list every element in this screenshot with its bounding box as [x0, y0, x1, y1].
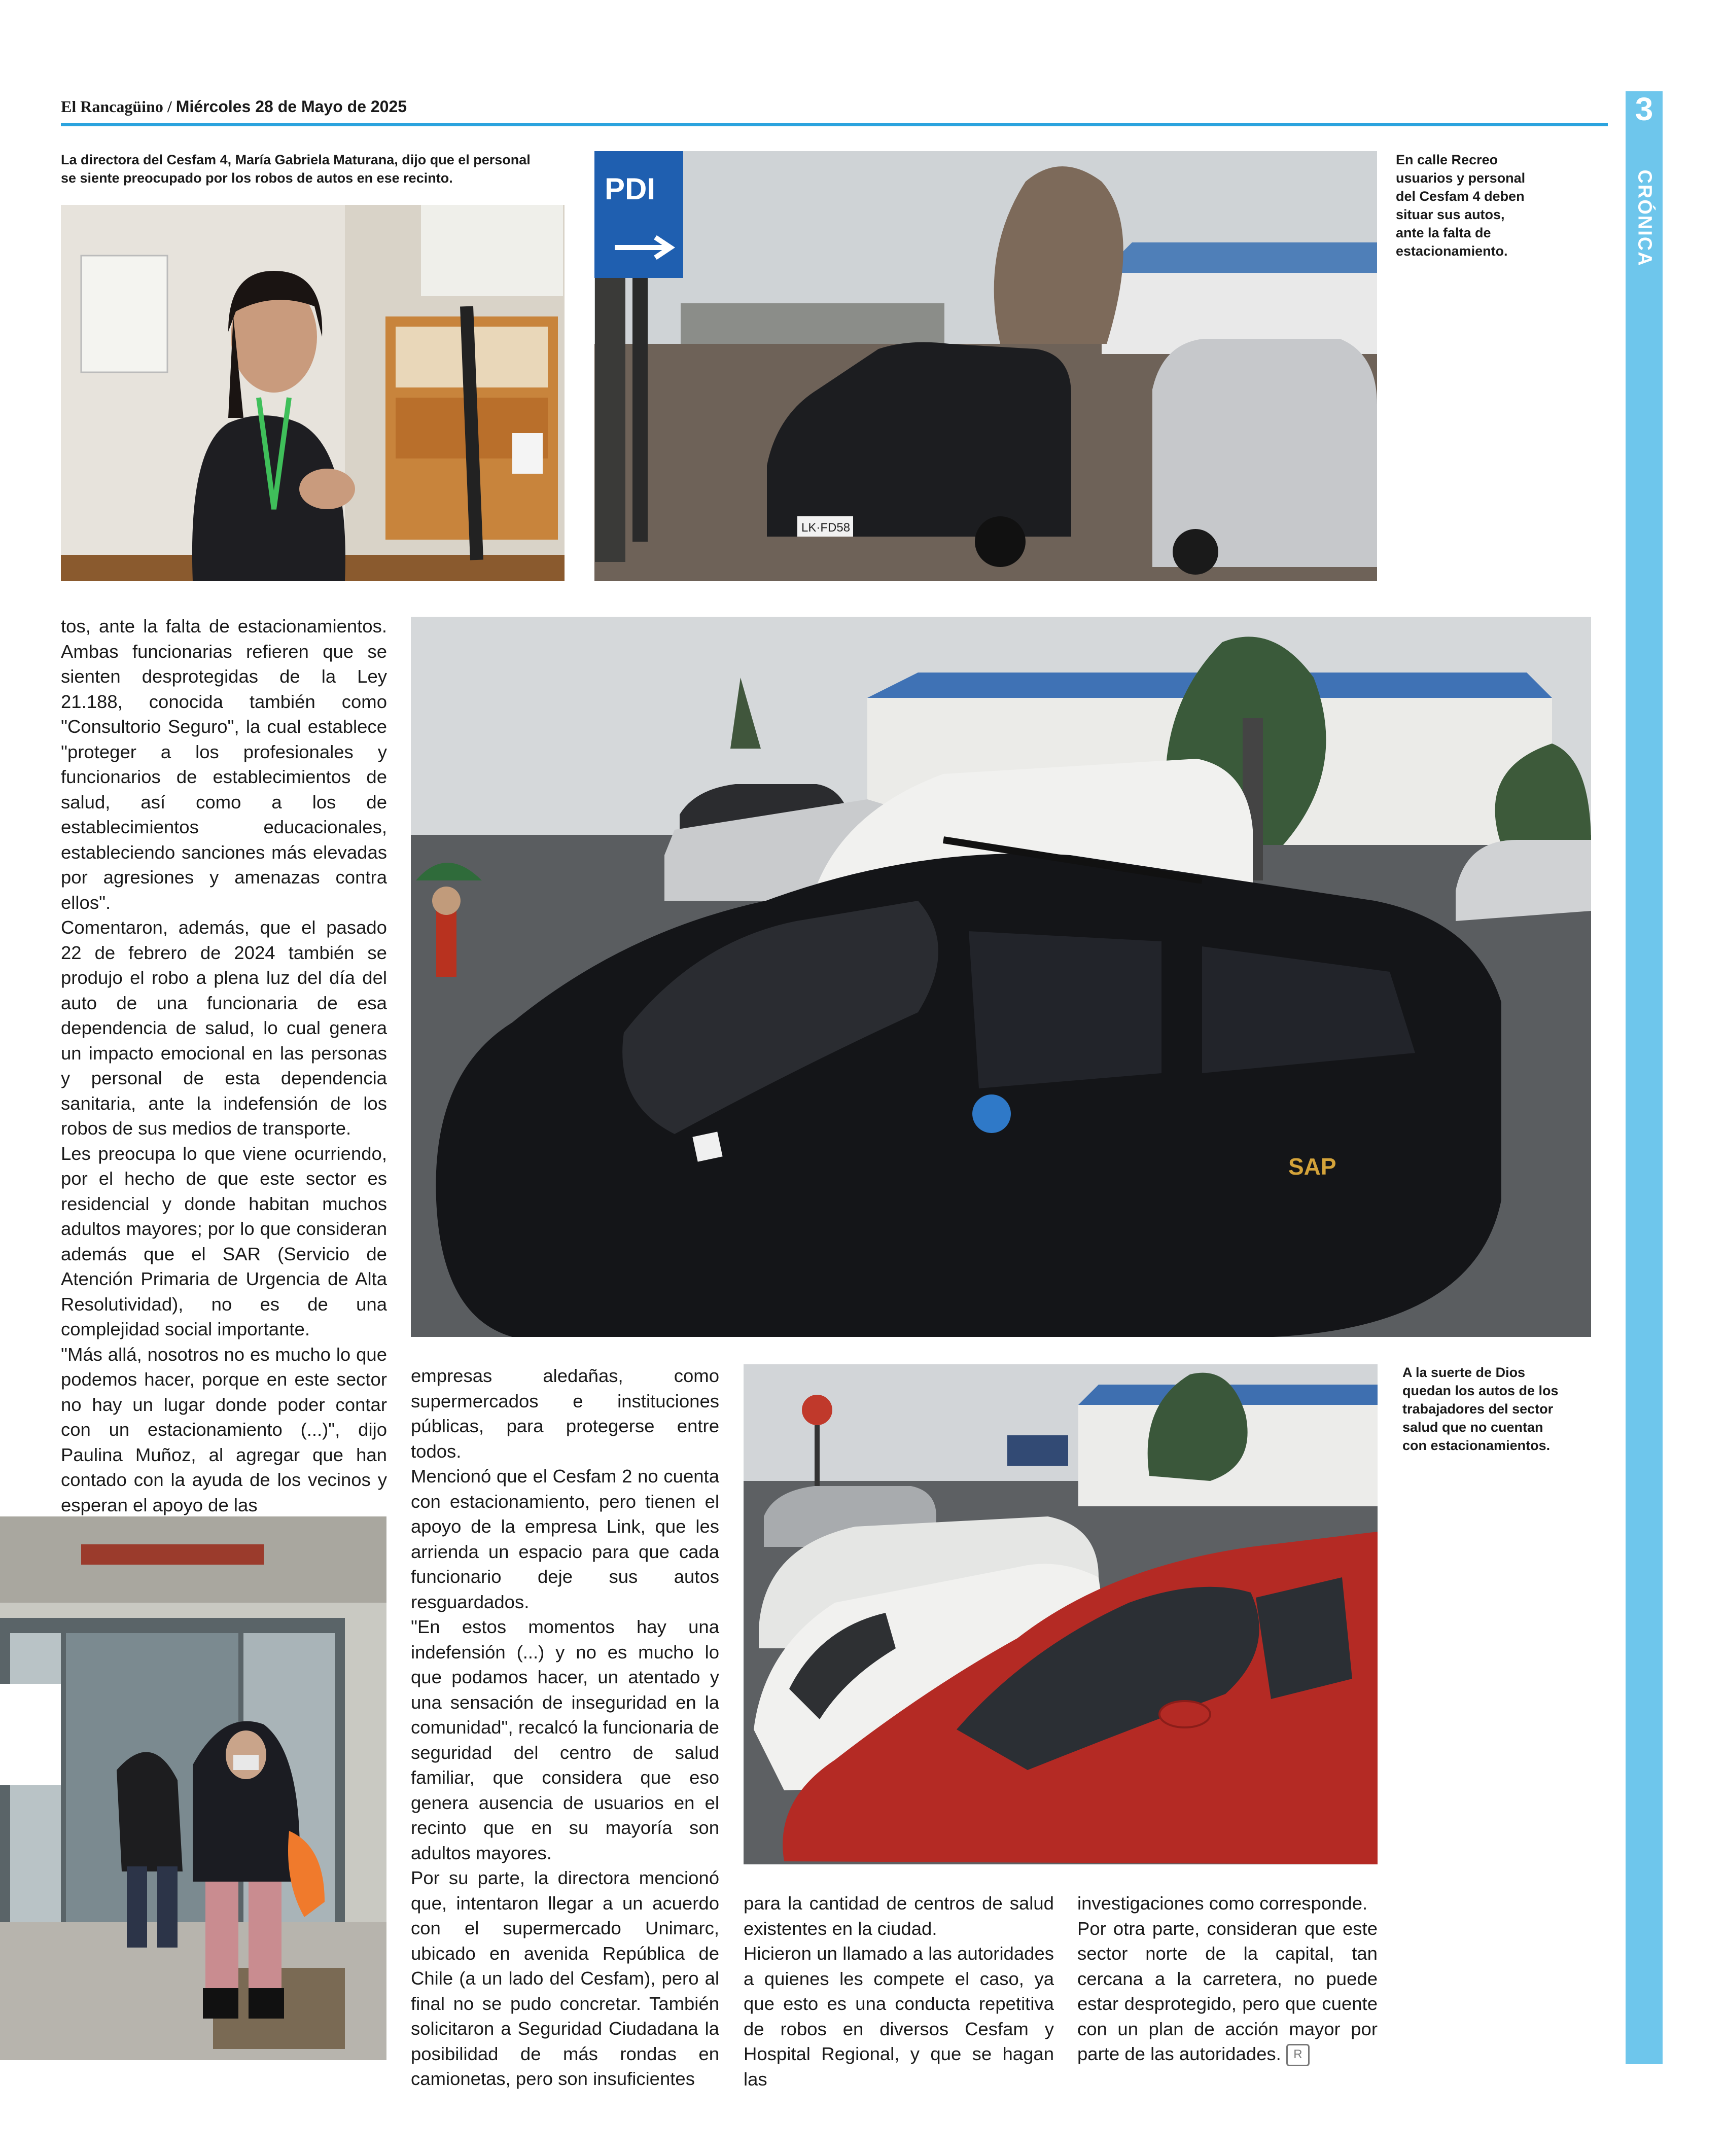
paragraph: "Más allá, nosotros no es mucho lo que podemos hacer, porque en este sector no hay un lugar donde poder contar con un estacionamiento (...)", dijo Paulina Muñoz, al agregar que han contado con la ayuda de los vecinos y esperan el apoyo de las — [61, 1344, 387, 1515]
paragraph — [1077, 1916, 1378, 2067]
paragraph: tos, ante la falta de estacionamientos. Ambas funcionarias refieren que se sienten desprotegidas de la Ley 21.188, conocida también como "Consultorio Seguro", la cual establece "proteger a los profesionales y funcionarios de establecimientos de salud, así como a los de establecimientos educacionales, estableciendo sanciones más elevadas por agresiones y amenazas contra ellos". — [61, 616, 387, 913]
paragraph: investigaciones como corresponde. — [1077, 1893, 1368, 1914]
paragraph: "En estos momentos hay una indefensión (...) y no es mucho lo que podamos hacer, un atentado y una sensación de inseguridad en la comunidad", recalcó la funcionaria de seguridad del centro de salud familiar, que considera que eso genera ausencia de usuarios en el recinto que en su mayoría son adultos mayores. — [411, 1616, 719, 1863]
paragraph: para la cantidad de centros de salud existentes en la ciudad. — [744, 1893, 1054, 1939]
paragraph: empresas aledañas, como supermercados e instituciones públicas, para protegerse entre todos. — [411, 1365, 719, 1462]
street-photo-caption: En calle Recreo usuarios y personal del Cesfam 4 deben situar sus autos, ante la falta de estacionamiento. — [1396, 152, 1526, 259]
paragraph: Hicieron un llamado a las autoridades a quienes les compete el caso, ya que esto es una conducta repetitiva de robos en diversos Cesfam y Hospital Regional, y que se hagan las — [744, 1943, 1054, 2090]
paragraph-text: Por otra parte, consideran que este sector norte de la capital, tan cercana a la carretera, no puede estar desprotegido, pero que cuente con un plan de acción mayor por parte de las autoridades. — [1077, 1918, 1378, 2064]
issue-date: Miércoles 28 de Mayo de 2025 — [175, 97, 407, 116]
publication-end-icon: R — [1286, 2044, 1310, 2066]
black-car-photo — [411, 617, 1591, 1337]
article-column-3 — [744, 1891, 1054, 2092]
cesfam-entrance-photo — [0, 1516, 386, 2060]
section-label — [1627, 152, 1662, 284]
section-sidebar — [1626, 91, 1663, 2064]
article-column-4 — [1077, 1891, 1378, 2067]
article-column-1 — [61, 614, 387, 1517]
paragraph: Mencionó que el Cesfam 2 no cuenta con estacionamiento, pero tienen el apoyo de la empresa Link, que les arrienda un espacio para que cada funcionario deje sus autos resguardados. — [411, 1466, 719, 1612]
section-name: CRÓNICA — [1634, 169, 1655, 267]
page-header — [61, 97, 407, 116]
street-parking-photo — [594, 151, 1377, 581]
director-photo — [61, 205, 565, 581]
pdi-sign-text: PDI — [605, 172, 656, 206]
paragraph: Les preocupa lo que viene ocurriendo, por el hecho de que este sector es residencial y donde habitan muchos adultos mayores; por lo que consideran además que el SAR (Servicio de Atención Primaria de Urgencia de Alta Resolutividad), no es de una complejidad social importante. — [61, 1143, 387, 1339]
director-photo-caption: La directora del Cesfam 4, María Gabriela Maturana, dijo que el personal se siente preocupado por los robos de autos en ese recinto. — [61, 152, 531, 186]
red-car-photo — [744, 1364, 1378, 1864]
license-plate-text: LK·FD58 — [801, 521, 851, 535]
header-rule — [61, 123, 1608, 126]
car-door-marking: SAP — [1288, 1153, 1336, 1180]
article-column-2 — [411, 1363, 719, 2092]
red-car-photo-caption: A la suerte de Dios quedan los autos de los trabajadores del sector salud que no cuentan con estacionamientos. — [1402, 1365, 1559, 1453]
page-number: 3 — [1635, 91, 1653, 127]
paragraph: Por su parte, la directora mencionó que, intentaron llegar a un acuerdo con el supermercado Unimarc, ubicado en avenida República de Chile (a un lado del Cesfam), pero al final no se pudo concretar. También solicitaron a Seguridad Ciudadana la posibilidad de más rondas en camionetas, pero son insuficientes — [411, 1867, 719, 2089]
publication-name: El Rancagüino / — [61, 97, 172, 116]
paragraph: Comentaron, además, que el pasado 22 de febrero de 2024 también se produjo el robo a plena luz del día del auto de una funcionaria de esa dependencia de salud, lo cual genera un impacto emocional en las personas y personal de esta dependencia sanitaria, ante la indefensión de los robos de sus medios de transporte. — [61, 917, 387, 1139]
